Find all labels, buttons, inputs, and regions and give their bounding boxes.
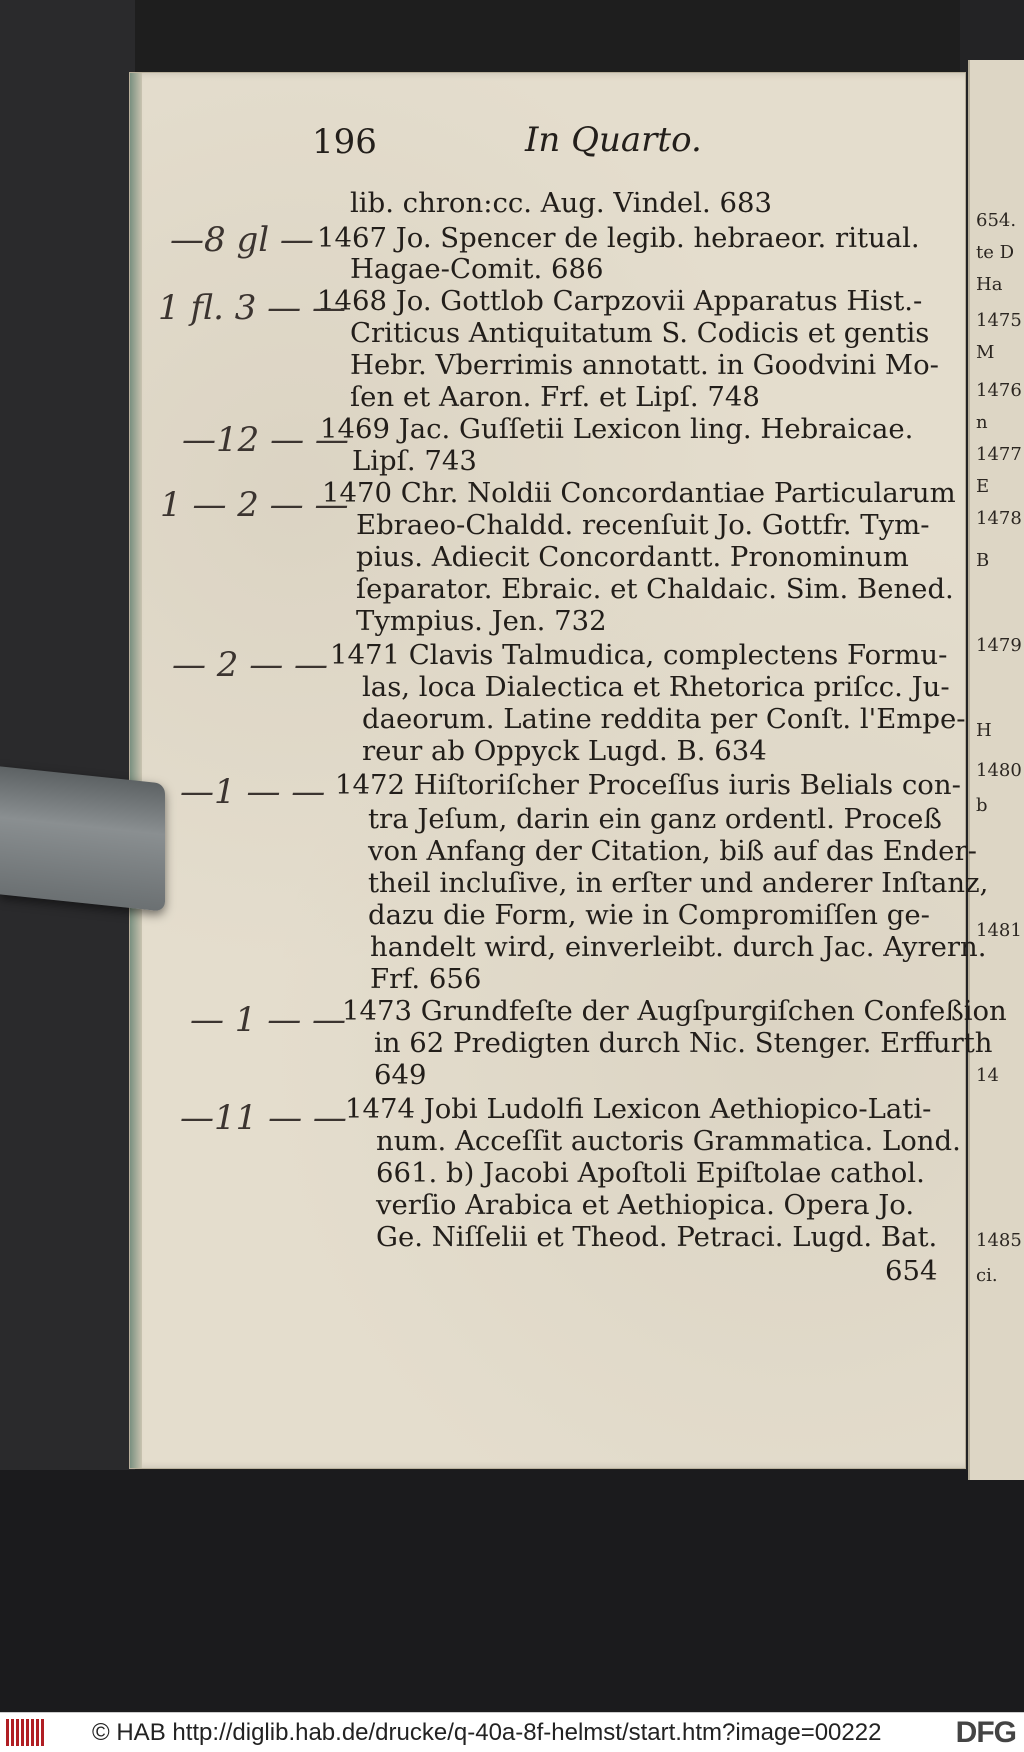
entry-line: theil incluſive, in erſter und anderer Inſtanz, <box>368 867 989 899</box>
entry-line: Ge. Niſſelii et Theod. Petraci. Lugd. Bat. <box>376 1221 938 1253</box>
next-page-edge <box>968 60 1024 1480</box>
entry-line: 661. b) Jacobi Apoſtoli Epiſtolae cathol. <box>376 1157 925 1189</box>
entry-line: 1472 Hiſtoriſcher Proceſſus iuris Belials con- <box>335 769 961 801</box>
entry-line: Tympius. Jen. 732 <box>356 605 607 637</box>
entry-line: ſeparator. Ebraic. et Chaldaic. Sim. Bened. <box>356 573 954 605</box>
next-page-fragment: 1480 <box>976 760 1022 781</box>
next-page-fragment: 1476 <box>976 380 1022 401</box>
entry-line: Ebraeo-Chaldd. recenſuit Jo. Gottfr. Tym- <box>356 509 930 541</box>
next-page-fragment: ci. <box>976 1265 998 1286</box>
entry-line: Hagae-Comit. 686 <box>350 253 604 285</box>
dfg-logo: DFG <box>955 1716 1016 1749</box>
next-page-fragment: 1477 <box>976 444 1022 465</box>
page-clip <box>0 766 165 911</box>
next-page-fragment: 1485 <box>976 1230 1022 1251</box>
running-title: In Quarto. <box>525 120 702 160</box>
entry-line: tra Jeſum, darin ein ganz ordentl. Proceß <box>368 803 942 835</box>
next-page-fragment: B <box>976 550 990 571</box>
entry-line: 1467 Jo. Spencer de legib. hebraeor. ritual. <box>317 222 920 254</box>
entry-line: von Anfang der Citation, biß auf das Ender- <box>368 835 977 867</box>
next-page-fragment: 1478 <box>976 508 1022 529</box>
entry-line: num. Acceſſit auctoris Grammatica. Lond. <box>376 1125 961 1157</box>
entry-line: dazu die Form, wie in Compromiſſen ge- <box>368 899 930 931</box>
entry-line: pius. Adiecit Concordantt. Pronominum <box>356 541 909 573</box>
footer-bar <box>0 1712 1024 1752</box>
handwritten-price: —11 — — <box>180 1098 347 1138</box>
handwritten-price: — 2 — — <box>172 645 329 685</box>
handwritten-price: 1 fl. 3 — — <box>158 288 346 328</box>
entry-line: Criticus Antiquitatum S. Codicis et gentis <box>350 317 930 349</box>
entry-line: Frf. 656 <box>370 963 482 995</box>
entry-line: 649 <box>374 1059 427 1091</box>
entry-line: reur ab Oppyck Lugd. B. 634 <box>362 735 767 767</box>
page-number: 196 <box>312 122 377 162</box>
next-page-fragment: n <box>976 412 988 433</box>
page-binding-edge <box>130 73 142 1468</box>
next-page-fragment: te D <box>976 242 1015 263</box>
entry-line: las, loca Dialectica et Rhetorica priſcc. Ju- <box>362 671 950 703</box>
next-page-fragment: Ha <box>976 274 1003 295</box>
next-page-fragment: b <box>976 795 988 816</box>
entry-line: 1473 Grundfeſte der Augſpurgiſchen Confeßion <box>342 995 1007 1027</box>
entry-line: handelt wird, einverleibt. durch Jac. Ayrern. <box>370 931 987 963</box>
entry-line: verſio Arabica et Aethiopica. Opera Jo. <box>376 1189 915 1221</box>
entry-line: 1474 Jobi Ludolfi Lexicon Aethiopico-Lati- <box>345 1093 932 1125</box>
entry-line: lib. chron:cc. Aug. Vindel. 683 <box>350 187 772 219</box>
next-page-fragment: M <box>976 342 995 363</box>
entry-line: ſen et Aaron. Frf. et Lipſ. 748 <box>350 381 760 413</box>
handwritten-price: —8 gl — <box>170 220 314 260</box>
next-page-fragment: H <box>976 720 992 741</box>
handwritten-price: —12 — — <box>182 420 349 460</box>
entry-line: 1471 Clavis Talmudica, complectens Formu- <box>330 639 948 671</box>
footer-credit[interactable]: © HAB http://diglib.hab.de/drucke/q-40a-8f-helmst/start.htm?image=00222 <box>92 1719 882 1746</box>
entry-line: Lipſ. 743 <box>352 445 477 477</box>
handwritten-price: — 1 — — <box>190 1000 347 1040</box>
next-page-fragment: 654. <box>976 210 1017 231</box>
next-page-fragment: 1481 <box>976 920 1022 941</box>
entry-line: 1469 Jac. Guſſetii Lexicon ling. Hebraicae. <box>320 413 914 445</box>
next-page-fragment: 1479 <box>976 635 1022 656</box>
entry-line: Hebr. Vberrimis annotatt. in Goodvini Mo- <box>350 349 939 381</box>
entry-line: in 62 Predigten durch Nic. Stenger. Erffurth <box>374 1027 993 1059</box>
barcode-icon <box>6 1719 46 1746</box>
handwritten-price: 1 — 2 — — <box>160 485 349 525</box>
next-page-fragment: 14 <box>976 1065 999 1086</box>
entry-line: 654 <box>885 1255 938 1287</box>
next-page-fragment: E <box>976 476 990 497</box>
entry-line: 1470 Chr. Noldii Concordantiae Particularum <box>322 477 956 509</box>
handwritten-price: —1 — — <box>180 772 326 812</box>
entry-line: daeorum. Latine reddita per Conſt. l'Empe- <box>362 703 966 735</box>
entry-line: 1468 Jo. Gottlob Carpzovii Apparatus Hist.- <box>317 285 923 317</box>
next-page-fragment: 1475 <box>976 310 1022 331</box>
scanner-background-bottom <box>0 1470 1024 1712</box>
